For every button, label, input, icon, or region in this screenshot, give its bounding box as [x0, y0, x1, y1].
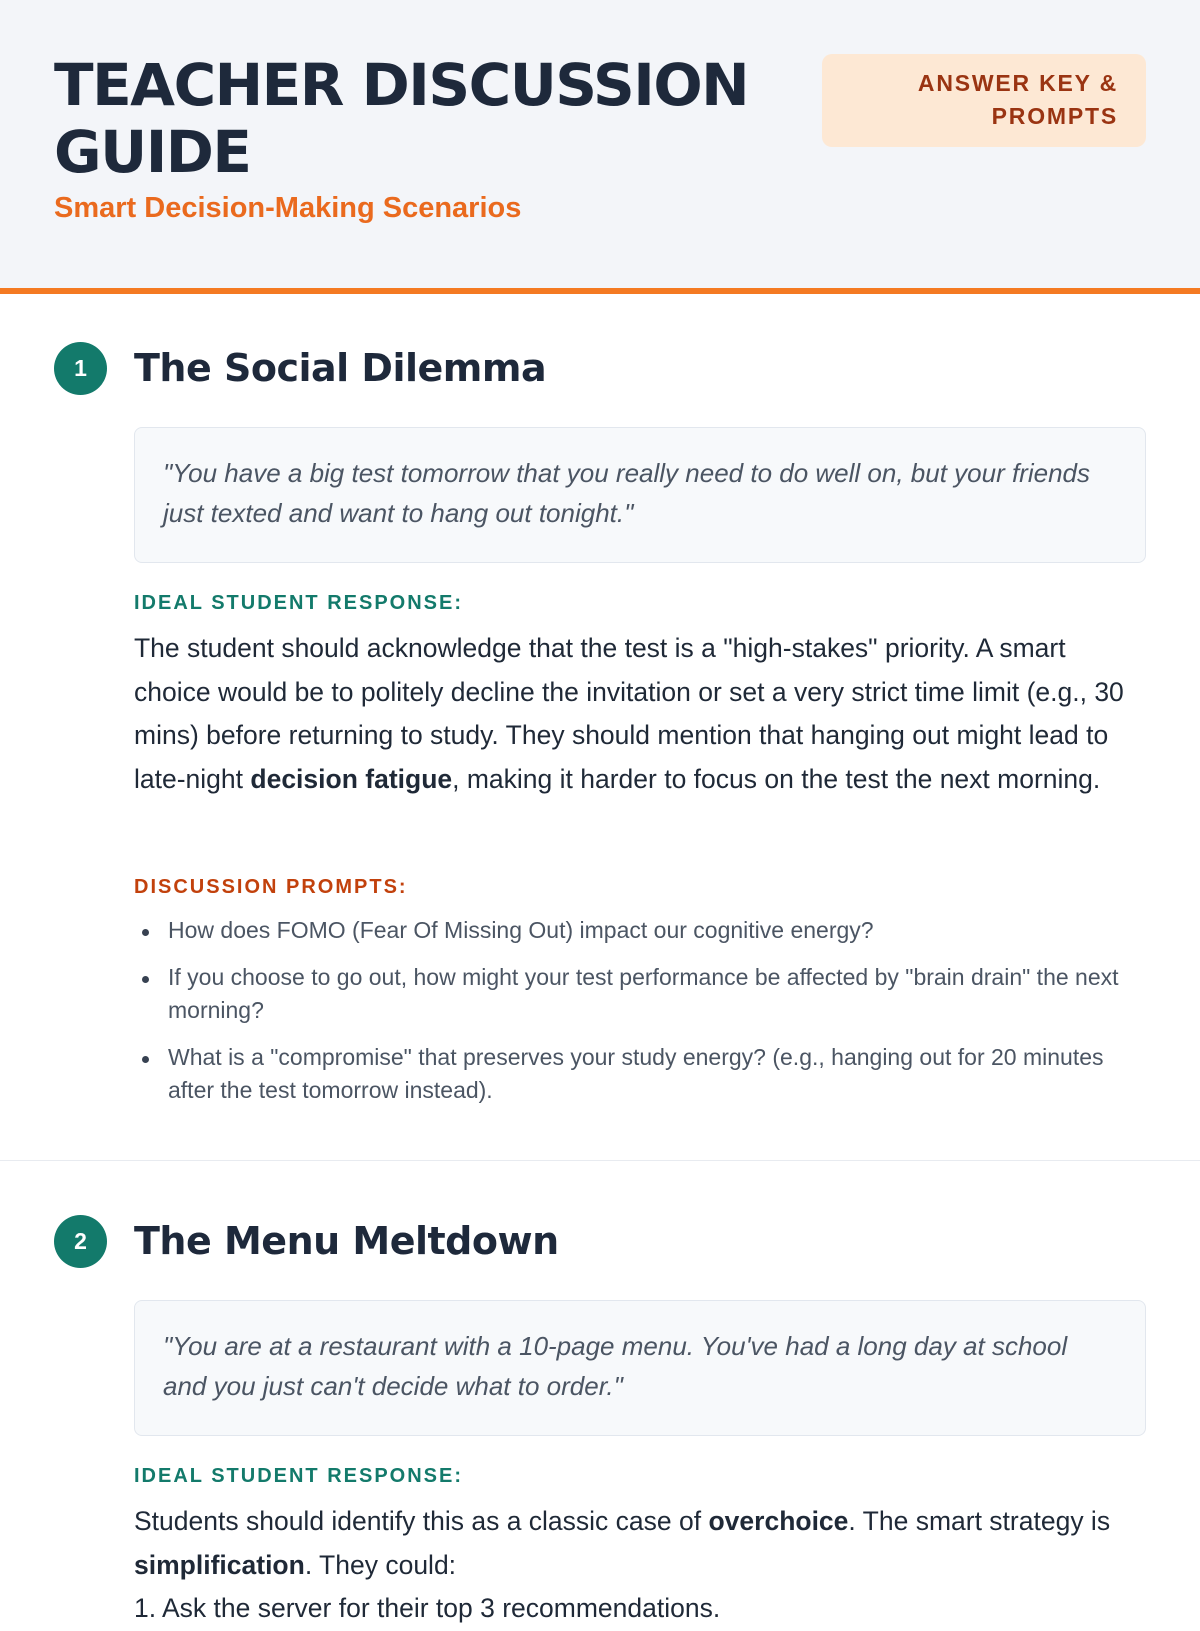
ideal-response-label: IDEAL STUDENT RESPONSE:	[134, 592, 463, 614]
section-title: The Social Dilemma	[134, 346, 547, 390]
strategy-steps-list	[134, 1587, 1146, 1631]
list-item: 1. Ask the server for their top 3 recommendations.	[134, 1593, 721, 1623]
list-item: How does FOMO (Fear Of Missing Out) impact our cognitive energy?	[134, 914, 1146, 947]
list-item: If you choose to go out, how might your test performance be affected by "brain drain" the next morning?	[134, 961, 1146, 1027]
ideal-response-text	[134, 627, 1146, 801]
response-text: Students should identify this as a classic case of	[134, 1506, 709, 1536]
scenario-section-1	[0, 294, 1200, 1161]
scenario-quote: "You are at a restaurant with a 10-page menu. You've had a long day at school and you just can't decide what to order."	[134, 1300, 1146, 1436]
response-text: , making it harder to focus on the test the next morning.	[452, 763, 1101, 794]
page-title: TEACHER DISCUSSION GUIDE	[54, 51, 749, 186]
section-number-badge: 2	[54, 1215, 107, 1268]
response-emphasis: decision fatigue	[250, 763, 453, 794]
list-item: What is a "compromise" that preserves your study energy? (e.g., hanging out for 20 minutes after the test tomorrow instead).	[134, 1041, 1146, 1107]
answer-key-badge: ANSWER KEY & PROMPTS	[822, 54, 1146, 147]
scenario-quote: "You have a big test tomorrow that you really need to do well on, but your friends just texted and want to hang out tonight."	[134, 427, 1146, 563]
response-emphasis: overchoice	[708, 1506, 849, 1536]
response-text: . They could:	[304, 1549, 457, 1580]
response-text: . The smart strategy is	[848, 1506, 1111, 1536]
section-title: The Menu Meltdown	[134, 1219, 559, 1263]
discussion-prompts-label: DISCUSSION PROMPTS:	[134, 876, 408, 898]
ideal-response-text	[134, 1500, 1146, 1587]
ideal-response-label: IDEAL STUDENT RESPONSE:	[134, 1465, 463, 1487]
page-subtitle: Smart Decision-Making Scenarios	[54, 192, 522, 224]
response-emphasis: simplification	[134, 1549, 305, 1580]
section-number-badge: 1	[54, 342, 107, 395]
response-text: The student should acknowledge that the test is a "high-stakes" priority. A smart choice would be to politely decline the invitation or set a very strict time limit (e.g., 30 mins) before returning to study. They should mention that hanging out might lead to late-night	[134, 633, 1124, 794]
page-header	[0, 0, 1200, 294]
discussion-prompts-list	[134, 914, 1146, 1121]
